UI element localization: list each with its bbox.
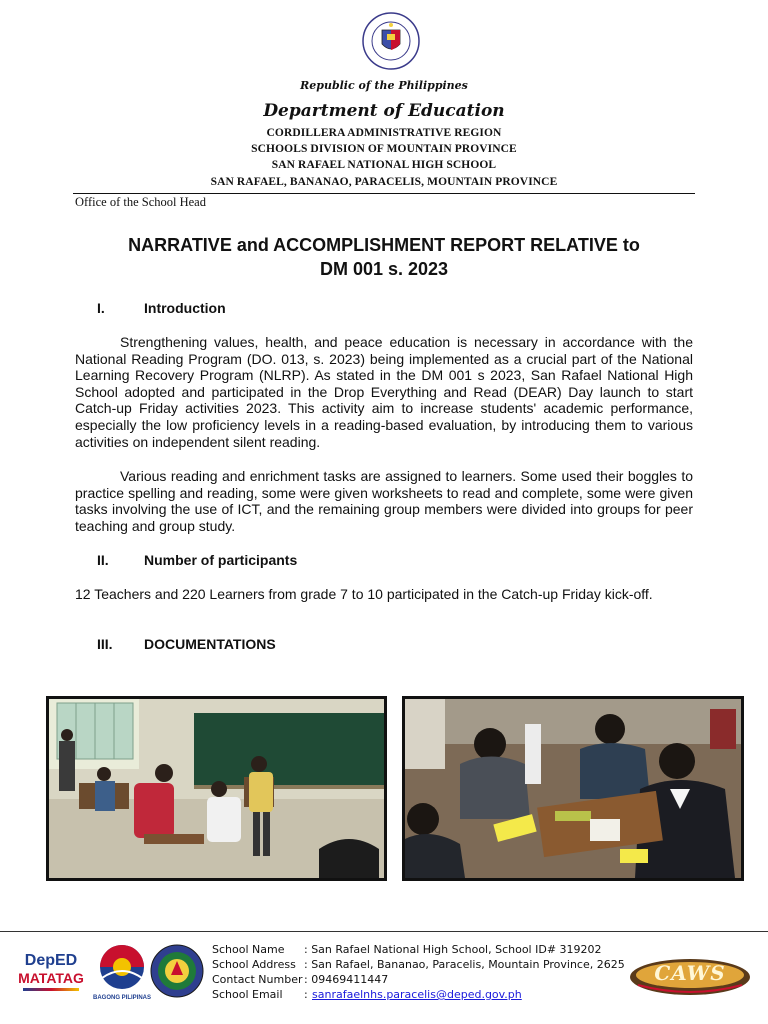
address-line: SAN RAFAEL, BANANAO, PARACELIS, MOUNTAIN PROVINCE xyxy=(210,176,558,188)
report-title-line-1: NARRATIVE and ACCOMPLISHMENT REPORT RELATIVE to xyxy=(128,235,640,255)
footer-label-school-address: School Address xyxy=(212,958,296,971)
footer-value-contact-number: : 09469411447 xyxy=(304,973,389,986)
footer-value-school-address: : San Rafael, Bananao, Paracelis, Mountain Province, 2625 xyxy=(304,958,625,971)
section-number: II. xyxy=(97,552,109,568)
footer-email-link[interactable]: sanrafaelnhs.paracelis@deped.gov.ph xyxy=(312,988,522,1001)
school-seal-icon xyxy=(150,942,204,1000)
caws-logo xyxy=(628,955,752,997)
deped-matatag-logo xyxy=(16,952,86,1000)
header-divider xyxy=(73,193,695,194)
section-title: DOCUMENTATIONS xyxy=(144,636,276,652)
region-line: CORDILLERA ADMINISTRATIVE REGION xyxy=(266,127,502,139)
documentation-photo-classroom xyxy=(46,696,387,881)
paragraph: Strengthening values, health, and peace education is necessary in accordance with the National Reading Program (DO. 013, s. 2023) being implemented as a crucial part of the National Learning Recovery Program (NLRP). As stated in the DM 001 s 2023, San Rafael National High School adopted and participated in the Drop Everything and Read (DEAR) Day launch to start Catch-up Friday activities 2023. This activity aim to increase students' academic performance, especially the low proficiency levels in a reading-based evaluation, by introducing them to various activities on independent silent reading. xyxy=(75,334,693,450)
documentation-photo-students xyxy=(402,696,744,881)
section-number: I. xyxy=(97,300,105,316)
paragraph: 12 Teachers and 220 Learners from grade 7 to 10 participated in the Catch-up Friday kick-off. xyxy=(75,586,653,602)
classroom-photo-image xyxy=(49,699,384,878)
footer-email-colon: : xyxy=(304,988,308,1001)
division-line: SCHOOLS DIVISION OF MOUNTAIN PROVINCE xyxy=(251,143,517,155)
deped-seal-icon xyxy=(362,12,420,70)
bagong-pilipinas-icon xyxy=(92,944,152,990)
section-title: Number of participants xyxy=(144,552,298,568)
office-label: Office of the School Head xyxy=(75,195,206,209)
footer-label-contact-number: Contact Number xyxy=(212,973,303,986)
deped-logo-text: DepED xyxy=(24,952,78,969)
section-number: III. xyxy=(97,636,113,652)
footer-divider xyxy=(0,931,768,932)
footer-label-school-name: School Name xyxy=(212,943,285,956)
bagong-pilipinas-text: BAGONG PILIPINAS xyxy=(92,995,151,1001)
footer-label-school-email: School Email xyxy=(212,988,283,1001)
bagong-pilipinas-logo xyxy=(92,944,152,1002)
section-title: Introduction xyxy=(144,300,226,316)
caws-logo-text: CAWS xyxy=(654,961,726,985)
department-name: Department of Education xyxy=(263,101,505,121)
footer-value-school-name: : San Rafael National High School, School ID# 319202 xyxy=(304,943,602,956)
matatag-logo-text: MATATAG xyxy=(18,970,84,986)
deped-logo-stripe xyxy=(23,988,79,991)
paragraph: Various reading and enrichment tasks are assigned to learners. Some used their boggles to practice spelling and reading, some were given worksheets to read and complete, some were given tasks involving the use of ICT, and the remaining group members were divided into groups for peer teaching and group study. xyxy=(75,468,693,534)
school-line: SAN RAFAEL NATIONAL HIGH SCHOOL xyxy=(271,159,497,171)
report-title-line-2: DM 001 s. 2023 xyxy=(319,259,449,279)
republic-line: Republic of the Philippines xyxy=(300,79,468,92)
report-title xyxy=(0,233,768,281)
students-photo-image xyxy=(405,699,741,878)
